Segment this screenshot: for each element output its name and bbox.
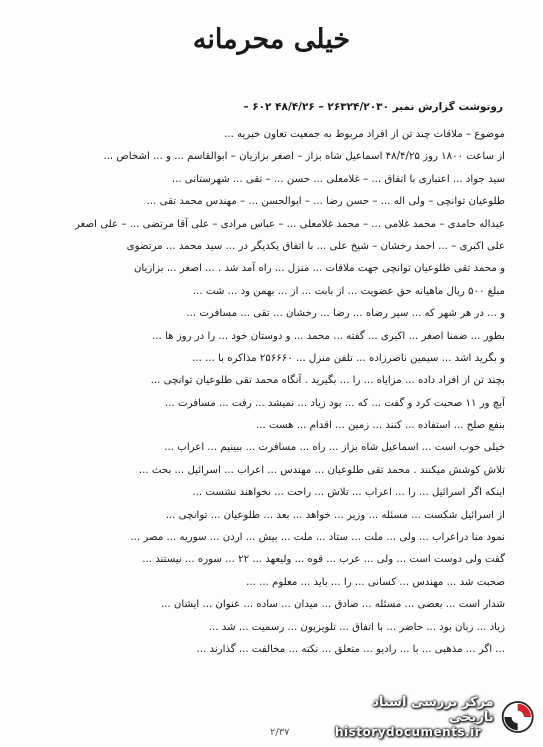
text-line: گفت ولی دوست است ... ولی ... عرب ... قوه ... ولیعهد ... ۲۲ ... سوره ... نیستند ... (142, 554, 505, 566)
text-line: و محمد تقی طلوعیان توانچی جهت ملاقات ... منزل ... راه آمد شد . ... اصغر ... بزازیان (133, 263, 505, 275)
text-line: شدار است ... بعضی ... مسئله ... صادق ... میدان ... ساده ... عنوان ... ایشان ... (160, 599, 505, 611)
text-line: عبداله حامدی – محمد غلامی ... – محمد غلامعلی ... – عباس مرادی – علی آقا مرتضی ... – علی اصغر (74, 218, 505, 230)
text-line: اینکه اگر اسرائیل ... را ... اعراب ... تلاش ... راحت ... نخواهند نشست ... (192, 487, 505, 499)
text-line: از اسرائیل شکست ... مسئله ... وزیر ... خواهد ... بعد ... طلوعیان ... توانچی ... (165, 509, 505, 521)
page-footer-number: ۲/۳۷ (270, 727, 290, 738)
watermark-org-name: مرکز بررسی اسناد تاریخی (372, 695, 494, 725)
text-line: طلوعیان توانچی – ولی اله ... – حسن رضا ... – ابوالحسن ... – مهندس محمد تقی ... (146, 196, 505, 208)
text-line: زیاد ... زبان بود ... حاضر ... با اتفاق ... تلویزیون ... رسمیت ... شد ... (208, 621, 505, 633)
document-title: خیلی محرمانه (192, 24, 351, 55)
text-line: موضوع – ملاقات چند تن از افراد مربوط به جمعیت تعاون خیریه ... (224, 129, 505, 140)
text-line: بچند تن از افراد داده ... مزایاه ... را ... بگیرید . آنگاه محمد تقی طلوعیان توانچی ... (150, 375, 505, 387)
text-line: بطور ... ضمنا اصغر ... اکبری ... گفته ... محمد ... و دوستان خود ... را در روز ها ... (152, 330, 505, 342)
text-line: مبلغ ۵۰۰ ریال ماهیانه حق عضویت ... از بابت ... از ... بهمن ود ... شت ... (192, 285, 505, 297)
text-line: سید جواد ... اعتباری با اتفاق ... – غلامعلی ... حسن ... – تقی ... شهرستانی ... (171, 173, 505, 185)
text-line: از ساعت ۱۸۰۰ روز ۴۸/۴/۲۵ اسماعیل شاه بزاز – اصغر بزازیان – ابوالقاسم ... و ... اشخاص ... (103, 151, 505, 163)
text-line: و ... در هر شهر که ... سیر رضاه ... رضا ... رخشان ... تقی ... مسافرت ... (186, 308, 505, 320)
text-line: و بگرید اشد ... سیمین ناصرزاده ... تلفن منزل ... ۲۵۶۶۶۰ مذاکره با ... ... (192, 352, 505, 364)
text-line: صحبت شد ... مهندس ... کسانی ... را ... باید ... معلوم ... ... (246, 576, 505, 588)
text-line: خیلی خوب است ... اسماعیل شاه بزاز ... راه ... مسافرت ... ببینیم ... اعراب ... (164, 442, 505, 454)
watermark-url: historydocuments.ir (335, 725, 482, 739)
text-line: تلاش کوشش میکنند . محمد تقی طلوعیان ... مهندس ... اعراب ... اسرائیل ... بحث ... (138, 464, 505, 476)
text-line: بنفع صلح ... استفاده ... کنند ... زمین ... اقدام ... هست ... (255, 420, 505, 432)
text-line: ... اگر ... مذهبی ... با ... رادیو ... متعلق ... نکته ... مخالفت ... گذارند ... (196, 643, 505, 655)
text-line: نمود منا دراعراب ... ولی ... ملت ... ستاد ... ملت ... بیش ... اردن ... سوریه ... مصر ... (130, 532, 505, 544)
archive-logo-icon (500, 698, 535, 736)
watermark-text (335, 695, 494, 739)
document-body (36, 124, 505, 661)
text-line: علی اکبری – ... احمد رخشان – شیخ علی ... با اتفاق یکدیگر در ... سید محمد ... مرتضوی (126, 240, 505, 252)
watermark (335, 693, 535, 741)
text-line: آیچ ور ۱۱ صحبت کرد و گفت ... که ... بود زیاد ... نمیشد ... رفت ... مسافرت ... (165, 397, 505, 409)
reference-line: روتوشت گزارش نمبر ۲۶۳۲۴/۲۰۳۰ – ۴۸/۴/۲۶ ۶۰۲ – (243, 101, 503, 113)
